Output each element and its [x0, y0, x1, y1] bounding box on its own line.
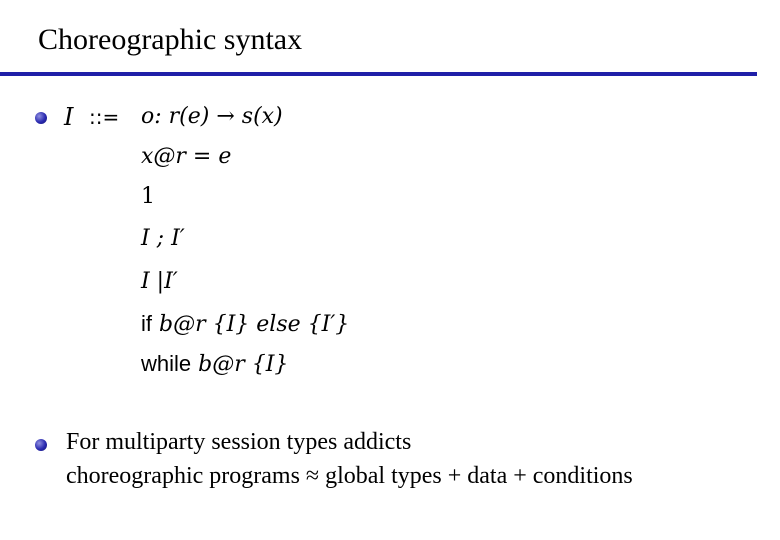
note-line-1: For multiparty session types addicts — [66, 429, 412, 455]
grammar-row-conditional — [141, 304, 349, 345]
bullet-icon — [35, 112, 47, 124]
grammar-row-parallel: I |I′ — [141, 269, 178, 294]
keyword-if: if — [141, 311, 152, 336]
note-text — [66, 425, 633, 493]
grammar-row-loop — [141, 344, 288, 385]
grammar-row-communication: o: r(e) → s(x) — [141, 104, 283, 129]
loop-body: b@r {I} — [198, 352, 289, 377]
grammar-row-sequence: I ; I′ — [141, 226, 185, 251]
grammar-symbol: I — [64, 103, 74, 131]
definition-operator: ::= — [89, 105, 120, 129]
note-line-2: choreographic programs ≈ global types + data + conditions — [66, 463, 633, 489]
conditional-body: b@r {I} else {I′} — [159, 312, 350, 337]
grammar-row-assignment: x@r = e — [141, 144, 232, 169]
slide-title: Choreographic syntax — [38, 23, 303, 56]
bullet-icon — [35, 439, 47, 451]
title-divider — [0, 72, 757, 76]
grammar-row-unit: 1 — [141, 184, 155, 209]
keyword-while: while — [141, 351, 192, 376]
